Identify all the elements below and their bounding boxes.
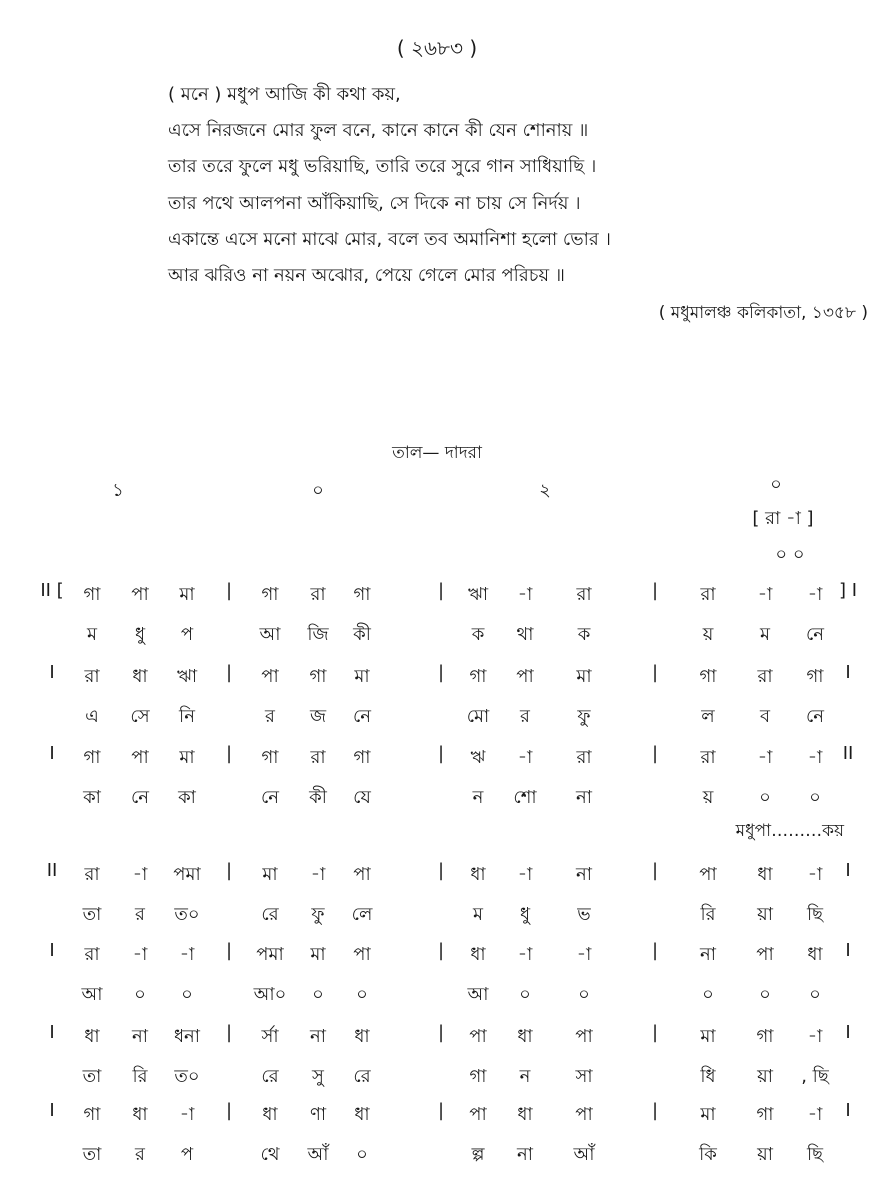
lyric-syllable: রে	[261, 1066, 279, 1087]
lyric-syllable: আ	[81, 984, 103, 1005]
swara-note: রা	[84, 864, 100, 885]
swara-note: রা	[700, 747, 716, 768]
vibhag-separator: |	[225, 1100, 233, 1121]
swara-note: ঋা	[176, 666, 198, 687]
swara-note: রা	[84, 666, 100, 687]
swara-note: -া	[179, 1104, 195, 1125]
swara-note: ঋ	[470, 747, 486, 768]
swara-note: -া	[132, 864, 148, 885]
swara-note: ধা	[354, 1026, 370, 1047]
swara-note: গা	[83, 584, 101, 605]
lyric-syllable: ০	[759, 984, 771, 1005]
lyric-syllable: থা	[516, 624, 534, 645]
lyric-syllable: ভ	[577, 904, 591, 925]
lyric-syllable: কা	[83, 787, 101, 808]
swara-note: ঋা	[467, 584, 489, 605]
vibhag-separator: |	[651, 580, 659, 601]
lyric-syllable: ত০	[174, 1066, 200, 1087]
lyric-syllable: প	[180, 624, 194, 645]
swara-note: পা	[131, 584, 149, 605]
lyric-syllable: ০	[759, 787, 771, 808]
swara-note: -া	[517, 584, 533, 605]
lyric-syllable: নে	[805, 624, 825, 645]
swara-note: রা	[84, 944, 100, 965]
lyric-syllable: থে	[260, 1144, 280, 1165]
swara-note: -া	[807, 584, 823, 605]
vibhag-separator: |	[437, 1100, 445, 1121]
row-start-bar: I	[49, 940, 55, 961]
lyric-syllable: কি	[699, 1144, 717, 1165]
lyric-syllable: র	[520, 706, 530, 727]
swara-note: -া	[517, 944, 533, 965]
vibhag-separator: |	[437, 860, 445, 881]
lead-in-lyric: ০ ০	[775, 544, 805, 565]
lyric-syllable: নে	[130, 787, 150, 808]
swara-note: পা	[353, 944, 371, 965]
lyric-syllable: ত০	[174, 904, 200, 925]
swara-note: না	[700, 944, 716, 965]
lyric-line: আর ঝরিও না নয়ন অঝোর, পেয়ে গেলে মোর পরিচয় ॥	[168, 265, 565, 286]
swara-note: গা	[469, 666, 487, 687]
swara-note: ধা	[470, 864, 486, 885]
tala-heading: তাল— দাদরা	[392, 443, 482, 463]
lyric-syllable: কা	[178, 787, 196, 808]
swara-note: পা	[469, 1026, 487, 1047]
lyric-syllable: নে	[805, 706, 825, 727]
lyric-syllable: ন	[519, 1066, 531, 1087]
row-start-bar: II [	[40, 580, 64, 601]
lyric-line: তার তরে ফুলে মধু ভরিয়াছি, তারি তরে সুরে গান সাধিয়াছি ।	[168, 156, 597, 177]
lyric-syllable: ধু	[134, 624, 146, 645]
vibhag-separator: |	[651, 1100, 659, 1121]
lyric-syllable: ০	[519, 984, 531, 1005]
swara-note: ধা	[84, 1026, 100, 1047]
swara-note: মা	[700, 1026, 716, 1047]
swara-note: -া	[576, 944, 592, 965]
row-start-bar: I	[49, 1022, 55, 1043]
vibhag-separator: |	[225, 580, 233, 601]
swara-note: ধা	[132, 666, 148, 687]
swara-note: গা	[83, 747, 101, 768]
swara-note: -া	[517, 747, 533, 768]
lyric-syllable: প	[180, 1144, 194, 1165]
swara-note: গা	[756, 1026, 774, 1047]
lyric-syllable: র	[265, 706, 275, 727]
row-start-bar: I	[49, 662, 55, 683]
row-end-bar: I	[845, 1100, 851, 1121]
vibhag-separator: |	[437, 662, 445, 683]
swara-note: -া	[179, 944, 195, 965]
lyric-syllable: ধু	[519, 904, 531, 925]
row-end-bar: II	[842, 743, 854, 764]
lyric-syllable: ০	[356, 1144, 368, 1165]
swara-note: মা	[262, 864, 278, 885]
lyric-syllable: রি	[700, 904, 716, 925]
swara-note: রা	[700, 584, 716, 605]
swara-note: রা	[757, 666, 773, 687]
lyric-syllable: ম	[473, 904, 483, 925]
vibhag-separator: |	[651, 743, 659, 764]
lyric-syllable: সা	[575, 1066, 593, 1087]
lyric-syllable: জ	[309, 706, 327, 727]
swara-note: র্সা	[261, 1026, 279, 1047]
vibhag-separator: |	[225, 1022, 233, 1043]
beat-mark: ২	[539, 480, 551, 501]
swara-note: ধা	[132, 1104, 148, 1125]
lyric-syllable: ন	[472, 787, 484, 808]
lyric-syllable: তা	[82, 1144, 102, 1165]
row-start-bar: II	[46, 860, 58, 881]
lyric-syllable: আ	[467, 984, 489, 1005]
lyric-syllable: য়া	[757, 1144, 773, 1165]
swara-note: -া	[517, 864, 533, 885]
lyric-syllable: তা	[82, 904, 102, 925]
lyric-syllable: মো	[466, 706, 490, 727]
lyric-syllable: সে	[130, 706, 150, 727]
swara-note: -া	[807, 1104, 823, 1125]
lyric-syllable: ফু	[311, 904, 325, 925]
swara-note: ধনা	[173, 1026, 201, 1047]
lyric-line: এসে নিরজনে মোর ফুল বনে, কানে কানে কী যেন শোনায় ॥	[168, 120, 589, 141]
lyric-syllable: জি	[307, 624, 329, 645]
swara-note: মা	[310, 944, 326, 965]
lyric-syllable: লে	[351, 904, 373, 925]
lyric-syllable: ০	[312, 984, 324, 1005]
row-end-bar: ] I	[838, 580, 858, 601]
lyric-syllable: রি	[132, 1066, 148, 1087]
row-start-bar: I	[49, 1100, 55, 1121]
lyric-syllable: কী	[309, 787, 327, 808]
lyric-syllable: এ	[85, 706, 99, 727]
vibhag-separator: |	[225, 662, 233, 683]
lyric-syllable: য়	[702, 624, 714, 645]
lyric-syllable: না	[576, 787, 592, 808]
vibhag-separator: |	[225, 860, 233, 881]
lyric-syllable: যে	[353, 787, 371, 808]
swara-note: -া	[807, 864, 823, 885]
page-number: ( ২৬৮৩ )	[396, 36, 478, 60]
swara-note: রা	[310, 747, 326, 768]
beat-mark: ০	[312, 480, 324, 501]
row-end-bar: I	[845, 662, 851, 683]
vibhag-separator: |	[651, 1022, 659, 1043]
lyric-syllable: শো	[513, 787, 537, 808]
swara-note: গা	[806, 666, 824, 687]
row-end-bar: I	[845, 860, 851, 881]
lyric-syllable: আ০	[253, 984, 287, 1005]
swara-note: ধা	[517, 1104, 533, 1125]
swara-note: ণা	[309, 1104, 327, 1125]
lyric-syllable: ধি	[700, 1066, 716, 1087]
swara-note: -া	[132, 944, 148, 965]
lyric-syllable: রে	[353, 1066, 371, 1087]
lyric-syllable: ছি	[806, 1144, 824, 1165]
beat-mark: ০	[770, 474, 782, 495]
lyric-syllable: ০	[809, 787, 821, 808]
swara-note: পমা	[256, 944, 284, 965]
lyric-syllable: য়া	[757, 904, 773, 925]
swara-note: পা	[131, 747, 149, 768]
vibhag-separator: |	[437, 1022, 445, 1043]
swara-note: রা	[310, 584, 326, 605]
lyric-syllable: ফু	[577, 706, 591, 727]
swara-note: -া	[757, 584, 773, 605]
lyric-syllable: রে	[261, 904, 279, 925]
lyric-syllable: কী	[353, 624, 371, 645]
lyric-syllable: র	[135, 1144, 145, 1165]
vibhag-separator: |	[651, 940, 659, 961]
swara-note: পা	[699, 864, 717, 885]
lyric-syllable: ০	[134, 984, 146, 1005]
swara-note: পা	[756, 944, 774, 965]
swara-note: পা	[469, 1104, 487, 1125]
lyric-syllable: আঁ	[307, 1144, 329, 1165]
swara-note: ধা	[517, 1026, 533, 1047]
swara-note: মা	[576, 666, 592, 687]
swara-note: পা	[261, 666, 279, 687]
swara-note: না	[132, 1026, 148, 1047]
beat-mark: ১	[112, 480, 124, 501]
section-label: মধুপা………কয়	[735, 821, 844, 841]
lyric-syllable: ০	[809, 984, 821, 1005]
lyric-line: একান্তে এসে মনো মাঝে মোর, বলে তব অমানিশা হলো ভোর ।	[168, 229, 611, 250]
row-end-bar: I	[845, 940, 851, 961]
swara-note: ধা	[807, 944, 823, 965]
lyric-syllable: ব	[759, 706, 771, 727]
swara-note: গা	[309, 666, 327, 687]
swara-note: মা	[700, 1104, 716, 1125]
swara-note: পা	[516, 666, 534, 687]
swara-note: ধা	[757, 864, 773, 885]
lyric-syllable: নি	[179, 706, 195, 727]
source-credit: ( মধুমালঞ্চ কলিকাতা, ১৩৫৮ )	[658, 303, 868, 323]
swara-note: গা	[353, 584, 371, 605]
lyric-line: তার পথে আলপনা আঁকিয়াছি, সে দিকে না চায় সে নির্দয় ।	[168, 193, 581, 214]
swara-note: পা	[575, 1104, 593, 1125]
lyric-syllable: ম	[87, 624, 97, 645]
swara-note: মা	[354, 666, 370, 687]
swara-note: ধা	[262, 1104, 278, 1125]
swara-note: না	[310, 1026, 326, 1047]
swara-note: পা	[575, 1026, 593, 1047]
swara-note: রা	[576, 747, 592, 768]
lyric-syllable: ০	[578, 984, 590, 1005]
vibhag-separator: |	[651, 860, 659, 881]
lyric-syllable: ক	[471, 624, 485, 645]
swara-note: মা	[179, 747, 195, 768]
lyric-line: ( মনে ) মধুপ আজি কী কথা কয়,	[168, 84, 401, 105]
lyric-syllable: ০	[356, 984, 368, 1005]
swara-note: না	[576, 864, 592, 885]
lyric-syllable: ল্প	[471, 1144, 485, 1165]
swara-note: -া	[807, 1026, 823, 1047]
row-start-bar: I	[49, 743, 55, 764]
lyric-syllable: য়	[702, 787, 714, 808]
lyric-syllable: ক	[577, 624, 591, 645]
swara-note: গা	[261, 747, 279, 768]
swara-note: পমা	[173, 864, 201, 885]
lyric-syllable: আঁ	[573, 1144, 595, 1165]
swara-note: গা	[353, 747, 371, 768]
swara-note: ধা	[354, 1104, 370, 1125]
lyric-syllable: তা	[82, 1066, 102, 1087]
vibhag-separator: |	[651, 662, 659, 683]
vibhag-separator: |	[225, 940, 233, 961]
lead-in-notes: [ রা -া ]	[752, 508, 814, 529]
swara-note: -া	[310, 864, 326, 885]
lyric-syllable: য়া	[757, 1066, 773, 1087]
swara-note: মা	[179, 584, 195, 605]
swara-note: পা	[353, 864, 371, 885]
lyric-syllable: ম	[760, 624, 770, 645]
swara-note: গা	[699, 666, 717, 687]
lyric-syllable: গা	[469, 1066, 487, 1087]
lyric-syllable: নে	[352, 706, 372, 727]
lyric-syllable: ল	[701, 706, 715, 727]
vibhag-separator: |	[437, 940, 445, 961]
lyric-syllable: সু	[312, 1066, 324, 1087]
vibhag-separator: |	[225, 743, 233, 764]
lyric-syllable: না	[517, 1144, 533, 1165]
swara-note: গা	[756, 1104, 774, 1125]
swara-note: -া	[807, 747, 823, 768]
lyric-syllable: ০	[702, 984, 714, 1005]
swara-note: -া	[757, 747, 773, 768]
swara-note: গা	[83, 1104, 101, 1125]
vibhag-separator: |	[437, 743, 445, 764]
lyric-syllable: , ছি	[801, 1066, 829, 1087]
lyric-syllable: ছি	[806, 904, 824, 925]
lyric-syllable: র	[135, 904, 145, 925]
vibhag-separator: |	[437, 580, 445, 601]
swara-note: রা	[576, 584, 592, 605]
swara-note: গা	[261, 584, 279, 605]
lyric-syllable: ০	[181, 984, 193, 1005]
swara-note: ধা	[470, 944, 486, 965]
lyric-syllable: নে	[260, 787, 280, 808]
row-end-bar: I	[845, 1022, 851, 1043]
lyric-syllable: আ	[259, 624, 281, 645]
